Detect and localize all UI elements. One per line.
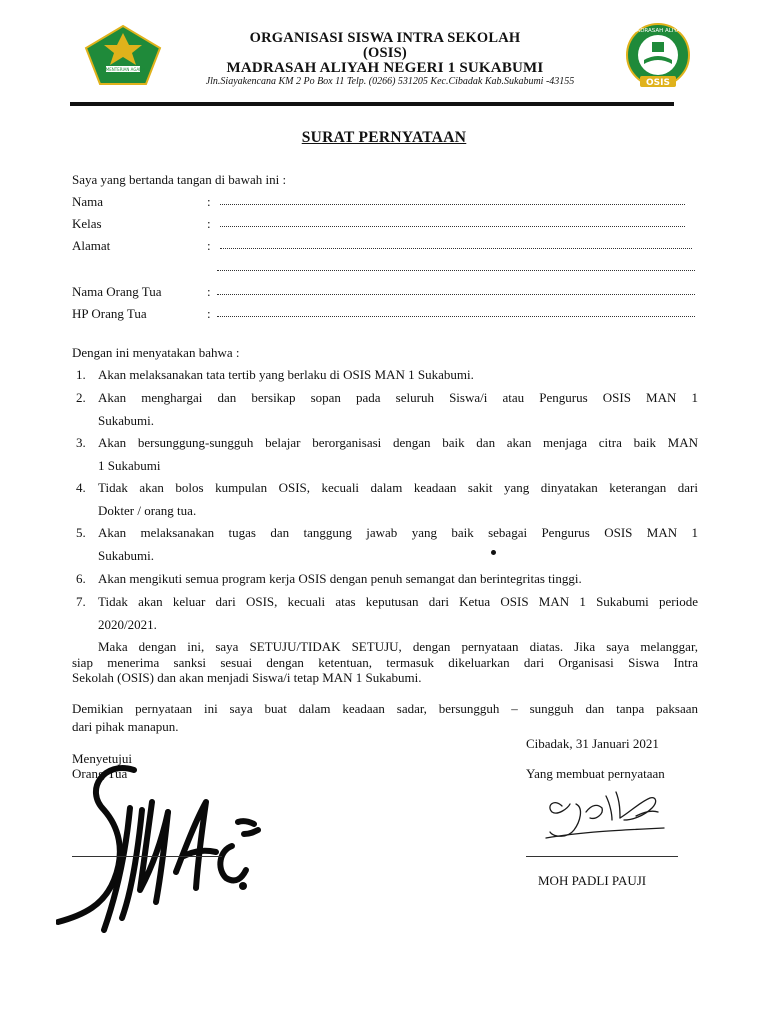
list-item-text: Akan menghargai dan bersikap sopan pada seluruh Siswa/i atau Pengurus OSIS MAN 1 [98, 390, 698, 405]
closing-paragraph-line: Sekolah (OSIS) dan akan menjadi Siswa/i tetap MAN 1 Sukabumi. [72, 670, 422, 685]
letterhead-address: Jln.Siayakencana KM 2 Po Box 11 Telp. (0266) 531205 Kec.Cibadak Kab.Sukabumi -43155 [205, 76, 575, 87]
svg-text:KEMENTERIAN AGAMA: KEMENTERIAN AGAMA [100, 67, 146, 72]
intro-text: Saya yang bertanda tangan di bawah ini : [72, 172, 287, 187]
list-item-number: 7. [76, 594, 86, 609]
field-colon: : [207, 284, 211, 299]
field-colon: : [207, 238, 211, 253]
field-blank-kelas [220, 225, 685, 227]
list-item-number: 3. [76, 435, 86, 450]
field-colon: : [207, 306, 211, 321]
field-colon: : [207, 194, 211, 209]
stray-dot [491, 550, 496, 555]
field-blank-alamat [220, 247, 692, 249]
field-blank-nama-orang-tua [217, 293, 695, 295]
parent-signature [56, 750, 266, 940]
list-item-text: Akan melaksanakan tugas dan tanggung jawab yang baik sebagai Pengurus OSIS MAN 1 [98, 525, 698, 540]
svg-text:OSIS: OSIS [646, 78, 670, 88]
field-blank-nama [220, 203, 685, 205]
statement-intro: Dengan ini menyatakan bahwa : [72, 345, 240, 360]
list-item-number: 6. [76, 571, 86, 586]
closing-paragraph-line: Maka dengan ini, saya SETUJU/TIDAK SETUJU, dengan pernyataan diatas. Jika saya melanggar, [98, 639, 698, 654]
maker-signature-line [526, 856, 678, 857]
field-label-hp-orang-tua: HP Orang Tua [72, 306, 147, 321]
field-blank-hp-orang-tua [217, 315, 695, 317]
declaration-line: dari pihak manapun. [72, 719, 179, 734]
maker-name: MOH PADLI PAUJI [538, 873, 647, 888]
list-item-text-cont: 1 Sukabumi [98, 458, 161, 473]
field-blank-alamat-2 [217, 269, 695, 271]
maker-label: Yang membuat pernyataan [526, 766, 665, 781]
kemenag-logo [84, 24, 162, 86]
list-item-text: Akan bersunggung-sungguh belajar berorganisasi dengan baik dan akan menjaga citra baik MAN [98, 435, 698, 450]
list-item-text: Akan melaksanakan tata tertib yang berlaku di OSIS MAN 1 Sukabumi. [98, 367, 474, 382]
field-label-nama-orang-tua: Nama Orang Tua [72, 284, 162, 299]
list-item-text-cont: Sukabumi. [98, 548, 154, 563]
maker-signature [540, 786, 670, 846]
list-item-number: 1. [76, 367, 86, 382]
osis-madrasah-logo [618, 22, 698, 92]
list-item-text: Akan mengikuti semua program kerja OSIS dengan penuh semangat dan berintegritas tinggi. [98, 571, 582, 586]
list-item-number: 2. [76, 390, 86, 405]
list-item-text: Tidak akan bolos kumpulan OSIS, kecuali dalam keadaan sakit yang dinyatakan keterangan dari [98, 480, 698, 495]
letterhead-school-name: MADRASAH ALIYAH NEGERI 1 SUKABUMI [226, 60, 544, 76]
letterhead-divider [70, 102, 674, 106]
field-label-alamat: Alamat [72, 238, 111, 253]
list-item-text: Tidak akan keluar dari OSIS, kecuali atas keputusan dari Ketua OSIS MAN 1 Sukabumi periode [98, 594, 698, 609]
svg-text:MADRASAH ALIYAH: MADRASAH ALIYAH [631, 28, 685, 34]
list-item-text-cont: 2020/2021. [98, 617, 157, 632]
list-item-number: 4. [76, 480, 86, 495]
list-item-number: 5. [76, 525, 86, 540]
letterhead-org-name: ORGANISASI SISWA INTRA SEKOLAH [249, 30, 521, 46]
closing-paragraph-line: siap menerima sanksi sesuai dengan ketentuan, termasuk dikeluarkan dari Organisasi Siswa Intra [72, 655, 698, 670]
approve-label: Menyetujui [72, 751, 132, 766]
field-label-kelas: Kelas [72, 216, 102, 231]
letterhead-org-abbr: (OSIS) [363, 45, 407, 61]
document-title: SURAT PERNYATAAN [301, 129, 467, 146]
approve-label-parent: Orang Tua [72, 766, 128, 781]
place-date: Cibadak, 31 Januari 2021 [526, 736, 659, 751]
declaration-line: Demikian pernyataan ini saya buat dalam keadaan sadar, bersungguh – sungguh dan tanpa paksaan [72, 701, 698, 716]
list-item-text-cont: Sukabumi. [98, 413, 154, 428]
parent-signature-line [72, 856, 222, 857]
list-item-text-cont: Dokter / orang tua. [98, 503, 197, 518]
field-colon: : [207, 216, 211, 231]
field-label-nama: Nama [72, 194, 104, 209]
